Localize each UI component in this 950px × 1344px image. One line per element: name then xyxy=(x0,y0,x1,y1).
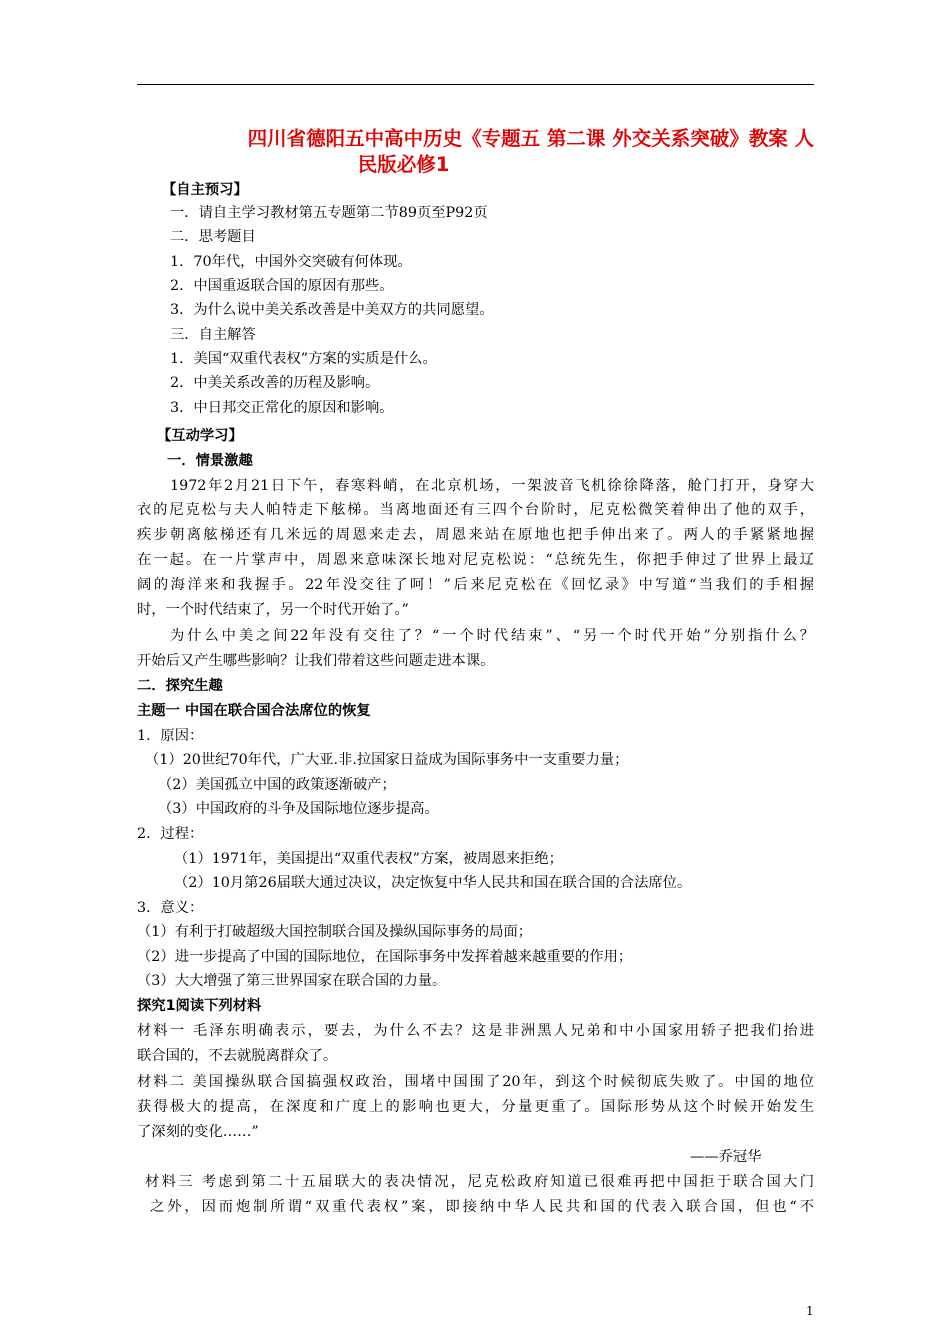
paragraph-line: 阔的海洋来和我握手。22年没交往了呵！”后来尼克松在《回忆录》中写道“当我们的手相握 xyxy=(137,577,814,593)
explore-heading: 二．探究生趣 xyxy=(137,678,223,694)
topic1-heading: 主题一 中国在联合国合法席位的恢复 xyxy=(137,703,371,719)
paragraph-line: 材料二 美国操纵联合国搞强权政治，围堵中国围了20年，到这个时候彻底失败了。中国的地位 xyxy=(137,1074,814,1090)
title-line-1: 四川省德阳五中高中历史《专题五 第二课 外交关系突破》教案 人 xyxy=(247,127,814,150)
quote-source: ——乔冠华 xyxy=(690,1149,762,1165)
list-item: 2．中国重返联合国的原因有那些。 xyxy=(170,278,394,294)
list-item: （2）美国孤立中国的政策逐渐破产； xyxy=(158,777,396,793)
document-title xyxy=(137,126,814,178)
paragraph-line: 之外，因而炮制所谓“双重代表权”案，即接纳中华人民共和国的代表入联合国，但也“不 xyxy=(150,1199,814,1215)
list-item: 一．请自主学习教材第五专题第二节89页至P92页 xyxy=(170,205,488,221)
explore1-heading: 探究1阅读下列材料 xyxy=(137,998,262,1014)
scene-heading: 一．情景激趣 xyxy=(167,453,253,469)
paragraph-line: 了深刻的变化……” xyxy=(137,1124,259,1140)
list-item: （3）大大增强了第三世界国家在联合国的力量。 xyxy=(137,973,447,989)
list-item: （2）10月第26届联大通过决议，决定恢复中华人民共和国在联合国的合法席位。 xyxy=(174,875,692,891)
header-rule xyxy=(137,84,814,85)
list-item: （1）20世纪70年代，广大亚.非.拉国家日益成为国际事务中一支重要力量； xyxy=(145,752,629,768)
process-label: 2．过程： xyxy=(137,826,204,842)
list-item: （1）1971年，美国提出“双重代表权”方案，被周恩来拒绝； xyxy=(174,851,563,867)
paragraph-line: 获得极大的提高，在深度和广度上的影响也更大，分量更重了。国际形势从这个时候开始发生 xyxy=(137,1099,814,1115)
cause-label: 1．原因： xyxy=(137,728,204,744)
list-item: （2）进一步提高了中国的国际地位，在国际事务中发挥着越来越重要的作用； xyxy=(137,949,633,965)
paragraph-line: 疾步朝离舷梯还有几米远的周恩来走去，周恩来站在原地也把手伸出来了。两人的手紧紧地握 xyxy=(137,527,814,543)
list-item: 1．70年代，中国外交突破有何体现。 xyxy=(170,254,412,270)
paragraph-line: 在一起。在一片掌声中，周恩来意味深长地对尼克松说：“总统先生，你把手伸过了世界上最辽 xyxy=(137,552,814,568)
list-item: 1．美国“双重代表权”方案的实质是什么。 xyxy=(170,351,437,367)
preview-heading: 【自主预习】 xyxy=(162,182,248,198)
paragraph-line: 时，一个时代结束了，另一个时代开始了。” xyxy=(137,602,409,618)
list-item: 2．中美关系改善的历程及影响。 xyxy=(170,375,380,391)
paragraph-line: 联合国的，不去就脱离群众了。 xyxy=(137,1048,338,1064)
list-item: （3）中国政府的斗争及国际地位逐步提高。 xyxy=(158,801,439,817)
page-number: 1 xyxy=(806,1304,814,1318)
list-item: 二．思考题目 xyxy=(170,229,256,245)
paragraph-line: 材料一 毛泽东明确表示，要去，为什么不去？这是非洲黑人兄弟和中小国家用轿子把我们抬进 xyxy=(137,1023,814,1039)
meaning-label: 3．意义： xyxy=(137,900,204,916)
title-line-2: 民版必修1 xyxy=(357,153,450,176)
paragraph-line: 为什么中美之间22年没有交往了？“一个时代结束”、“另一个时代开始”分别指什么？ xyxy=(170,628,814,644)
list-item: 3．为什么说中美关系改善是中美双方的共同愿望。 xyxy=(170,302,494,318)
list-item: （1）有利于打破超级大国控制联合国及操纵国际事务的局面； xyxy=(137,924,533,940)
interactive-heading: 【互动学习】 xyxy=(157,428,243,444)
paragraph-line: 1972年2月21日下午，春寒料峭，在北京机场，一架波音飞机徐徐降落，舱门打开，身穿大 xyxy=(170,478,814,494)
list-item: 三．自主解答 xyxy=(170,327,256,343)
paragraph-line: 材料三 考虑到第二十五届联大的表决情况，尼克松政府知道已很难再把中国拒于联合国大门 xyxy=(145,1174,814,1190)
paragraph-line: 开始后又产生哪些影响？让我们带着这些问题走进本课。 xyxy=(137,653,495,669)
list-item: 3．中日邦交正常化的原因和影响。 xyxy=(170,400,394,416)
paragraph-line: 衣的尼克松与夫人帕特走下舷梯。当离地面还有三四个台阶时，尼克松微笑着伸出了他的双手， xyxy=(137,502,814,518)
